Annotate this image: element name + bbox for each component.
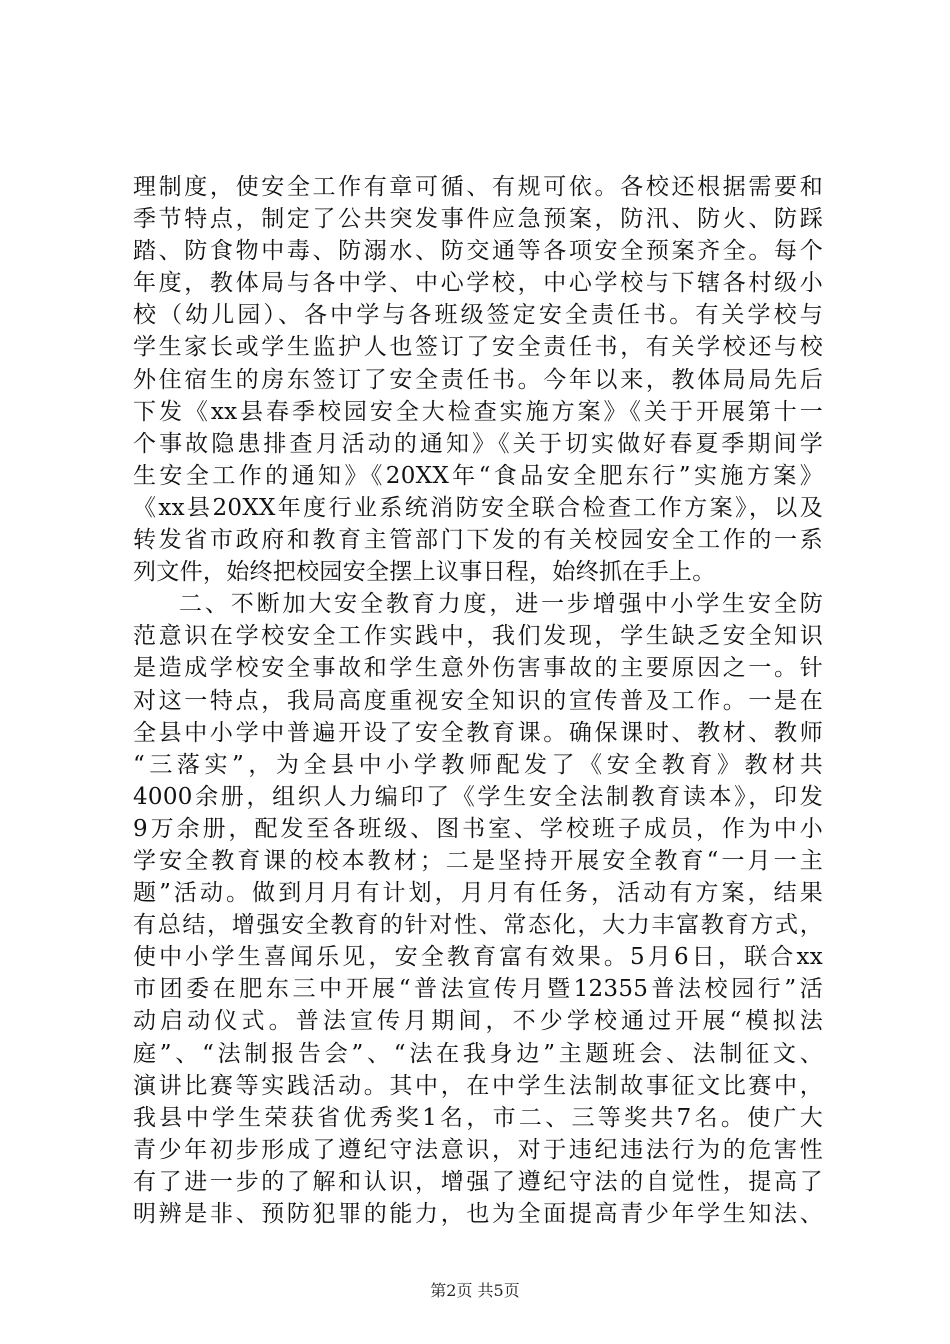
text-line: 对这一特点，我局高度重视安全知识的宣传普及工作。一是在 bbox=[133, 687, 823, 714]
text-line: 4000余册，组织人力编印了《学生安全法制教育读本》，印发 bbox=[133, 783, 823, 810]
text-line: 学安全教育课的校本教材；二是坚持开展安全教育“一月一主 bbox=[133, 847, 823, 874]
text-line: “三落实”，为全县中小学教师配发了《安全教育》教材共 bbox=[133, 751, 823, 778]
text-line: 学生家长或学生监护人也签订了安全责任书，有关学校还与校 bbox=[133, 334, 823, 361]
text-line: 有了进一步的了解和认识，增强了遵纪守法的自觉性，提高了 bbox=[133, 1168, 823, 1195]
text-line: 全县中小学中普遍开设了安全教育课。确保课时、教材、教师 bbox=[133, 719, 823, 746]
page-footer: 第2页 共5页 bbox=[430, 1281, 520, 1300]
text-line: 列文件，始终把校园安全摆上议事日程，始终抓在手上。 bbox=[133, 559, 716, 586]
text-line: 演讲比赛等实践活动。其中，在中学生法制故事征文比赛中， bbox=[133, 1072, 823, 1099]
text-line: 市团委在肥东三中开展“普法宣传月暨12355普法校园行”活 bbox=[133, 976, 823, 1003]
text-line: 个事故隐患排查月活动的通知》《关于切实做好春夏季期间学 bbox=[133, 430, 823, 457]
text-line: 有总结，增强安全教育的针对性、常态化，大力丰富教育方式， bbox=[133, 912, 823, 939]
body-text bbox=[133, 171, 823, 1230]
text-line: 年度，教体局与各中学、中心学校，中心学校与下辖各村级小 bbox=[133, 270, 823, 297]
text-line: 青少年初步形成了遵纪守法意识，对于违纪违法行为的危害性 bbox=[133, 1136, 823, 1163]
text-line: 下发《xx县春季校园安全大检查实施方案》《关于开展第十一 bbox=[133, 398, 823, 425]
text-line: 转发省市政府和教育主管部门下发的有关校园安全工作的一系 bbox=[133, 527, 823, 554]
text-line: 我县中学生荣获省优秀奖1名，市二、三等奖共7名。使广大 bbox=[133, 1104, 823, 1131]
text-line: 是造成学校安全事故和学生意外伤害事故的主要原因之一。针 bbox=[133, 655, 823, 682]
text-line: 《xx县20XX年度行业系统消防安全联合检查工作方案》，以及 bbox=[133, 494, 823, 521]
text-line: 庭”、“法制报告会”、“法在我身边”主题班会、法制征文、 bbox=[133, 1040, 823, 1067]
text-line: 使中小学生喜闻乐见，安全教育富有效果。5月6日，联合xx bbox=[133, 944, 823, 971]
text-line: 动启动仪式。普法宣传月期间，不少学校通过开展“模拟法 bbox=[133, 1008, 823, 1035]
text-line: 理制度，使安全工作有章可循、有规可依。各校还根据需要和 bbox=[133, 174, 823, 200]
text-line: 季节特点，制定了公共突发事件应急预案，防汛、防火、防踩 bbox=[133, 206, 823, 233]
text-line: 踏、防食物中毒、防溺水、防交通等各项安全预案齐全。每个 bbox=[133, 238, 823, 265]
text-line: 题”活动。做到月月有计划，月月有任务，活动有方案，结果 bbox=[133, 880, 823, 907]
text-line: 校（幼儿园）、各中学与各班级签定安全责任书。有关学校与 bbox=[133, 302, 823, 329]
text-line: 生安全工作的通知》《20XX年“食品安全肥东行”实施方案》 bbox=[133, 462, 823, 489]
text-line: 二、不断加大安全教育力度，进一步增强中小学生安全防 bbox=[179, 591, 823, 618]
text-line: 9万余册，配发至各班级、图书室、学校班子成员，作为中小 bbox=[133, 815, 823, 842]
text-line: 范意识在学校安全工作实践中，我们发现，学生缺乏安全知识 bbox=[133, 623, 823, 650]
text-line: 外住宿生的房东签订了安全责任书。今年以来，教体局局先后 bbox=[133, 366, 823, 393]
text-line: 明辨是非、预防犯罪的能力，也为全面提高青少年学生知法、 bbox=[133, 1201, 823, 1227]
